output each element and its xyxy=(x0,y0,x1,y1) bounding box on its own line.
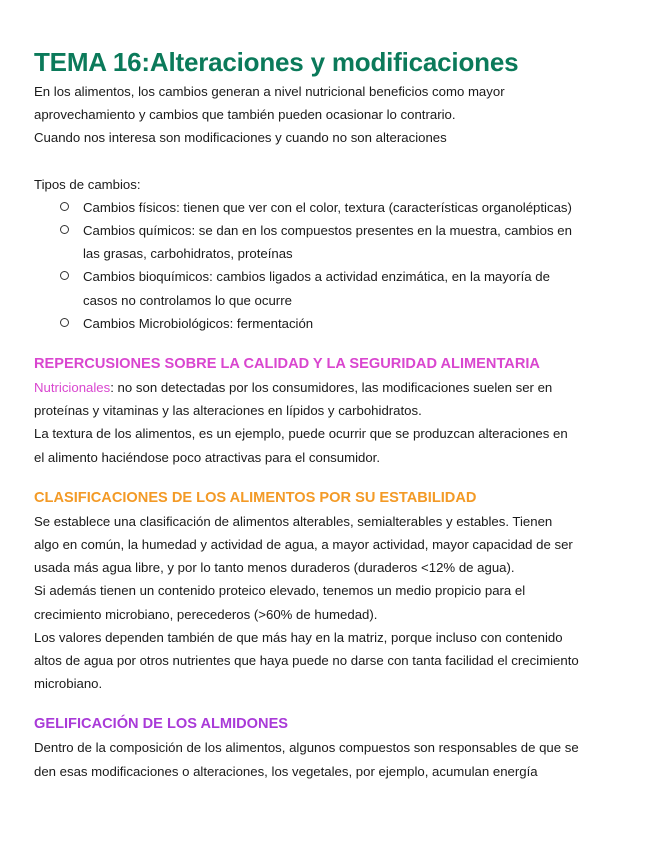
section-line: altos de agua por otros nutrientes que haya puede no darse con tanta facilidad el crecimiento xyxy=(34,653,579,669)
hollow-circle-bullet-icon xyxy=(60,318,69,327)
section-line: algo en común, la humedad y actividad de agua, a mayor actividad, mayor capacidad de ser xyxy=(34,537,573,553)
list-item xyxy=(60,265,624,311)
section-line: proteínas y vitaminas y las alteraciones en lípidos y carbohidratos. xyxy=(34,403,422,419)
section-line-text: : no son detectadas por los consumidores, las modificaciones suelen ser en xyxy=(110,380,553,396)
section-line: den esas modificaciones o alteraciones, los vegetales, por ejemplo, acumulan energía xyxy=(34,763,538,779)
section-line: microbiano. xyxy=(34,676,103,692)
section-heading-gelificacion: GELIFICACIÓN DE LOS ALMIDONES xyxy=(34,716,289,733)
highlight-term: Nutricionales xyxy=(34,380,111,396)
intro-line: Cuando nos interesa son modificaciones y cuando no son alteraciones xyxy=(34,130,447,146)
hollow-circle-bullet-icon xyxy=(60,271,69,280)
section-heading-clasificaciones: CLASIFICACIONES DE LOS ALIMENTOS POR SU ESTABILIDAD xyxy=(34,489,477,506)
list-item-text: Cambios físicos: tienen que ver con el color, textura (características organolépticas) xyxy=(83,199,572,215)
types-heading: Tipos de cambios: xyxy=(34,176,141,192)
section-line xyxy=(34,376,624,399)
section-line: Si además tienen un contenido proteico elevado, tenemos un medio propicio para el xyxy=(34,583,526,599)
section-heading-repercusiones: REPERCUSIONES SOBRE LA CALIDAD Y LA SEGURIDAD ALIMENTARIA xyxy=(34,356,540,373)
types-list xyxy=(34,196,624,335)
section-line: usada más agua libre, y por lo tanto menos duraderos (duraderos <12% de agua). xyxy=(34,560,515,576)
section-line: el alimento haciéndose poco atractivas para el consumidor. xyxy=(34,449,381,465)
hollow-circle-bullet-icon xyxy=(60,202,69,211)
list-item-text: Cambios bioquímicos: cambios ligados a actividad enzimática, en la mayoría de xyxy=(83,269,550,285)
section-line: La textura de los alimentos, es un ejemplo, puede ocurrir que se produzcan alteraciones en xyxy=(34,426,568,442)
intro-line: En los alimentos, los cambios generan a nivel nutricional beneficios como mayor xyxy=(34,84,505,99)
section-line: crecimiento microbiano, perecederos (>60% de humedad). xyxy=(34,606,378,622)
section-line: Dentro de la composición de los alimentos, algunos compuestos son responsables de que se xyxy=(34,740,579,756)
list-item-text: Cambios químicos: se dan en los compuestos presentes en la muestra, cambios en xyxy=(83,223,572,239)
list-item-text: casos no controlamos lo que ocurre xyxy=(83,292,292,308)
list-item xyxy=(60,312,624,335)
spacer xyxy=(34,150,624,173)
list-item-text: Cambios Microbiológicos: fermentación xyxy=(83,315,314,331)
hollow-circle-bullet-icon xyxy=(60,225,69,234)
section-line: Los valores dependen también de que más hay en la matriz, porque incluso con contenido xyxy=(34,629,563,645)
section-line: Se establece una clasificación de alimentos alterables, semialterables y estables. Tienen xyxy=(34,513,553,529)
page-title: TEMA 16:Alteraciones y modificaciones xyxy=(34,47,519,77)
document-page xyxy=(34,44,624,783)
spacer xyxy=(34,335,624,352)
list-item xyxy=(60,196,624,219)
spacer xyxy=(34,695,624,712)
list-item-text: las grasas, carbohidratos, proteínas xyxy=(83,246,293,262)
spacer xyxy=(34,469,624,486)
intro-line: aprovechamiento y cambios que también pueden ocasionar lo contrario. xyxy=(34,107,456,123)
list-item xyxy=(60,219,624,265)
